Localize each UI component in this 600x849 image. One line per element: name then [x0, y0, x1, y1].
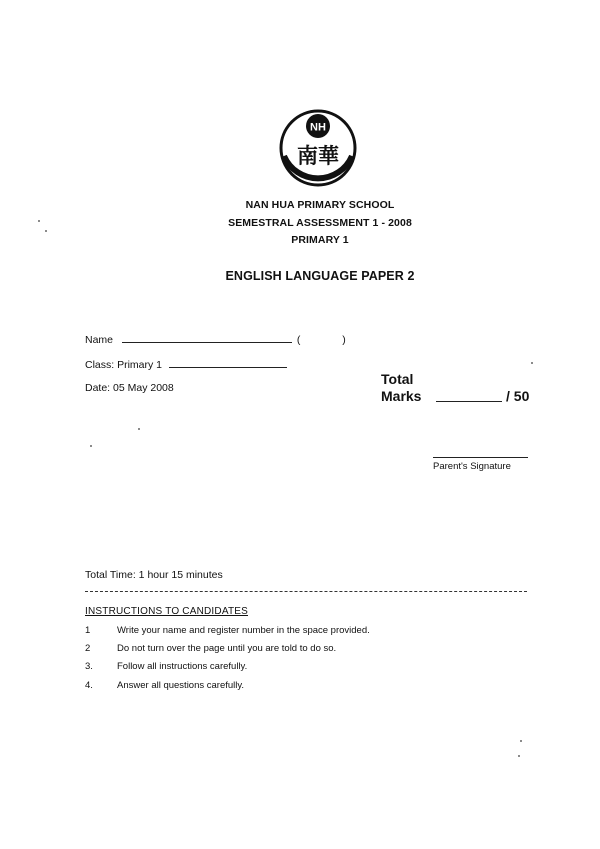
instruction-number: 3. — [85, 661, 93, 672]
register-paren-close: ) — [342, 334, 346, 346]
name-blank[interactable] — [122, 333, 292, 343]
class-field — [85, 358, 287, 371]
class-label: Class: Primary 1 — [85, 359, 163, 371]
instruction-item — [0, 680, 600, 694]
instruction-item — [0, 661, 600, 675]
assessment-title: SEMESTRAL ASSESSMENT 1 - 2008 — [228, 217, 412, 229]
logo-chinese-name: 南華 — [297, 144, 339, 168]
instruction-text: Follow all instructions carefully. — [117, 661, 248, 672]
signature-line[interactable] — [433, 457, 528, 458]
logo-initials: NH — [310, 121, 326, 134]
school-logo — [272, 108, 364, 188]
register-paren-open: ( — [296, 334, 301, 346]
scan-speck — [45, 230, 47, 232]
name-label: Name — [85, 334, 114, 346]
marks-out-of: / 50 — [506, 388, 530, 404]
instructions-heading: INSTRUCTIONS TO CANDIDATES — [85, 606, 248, 617]
scan-speck — [138, 428, 140, 430]
scan-speck — [38, 220, 40, 222]
instruction-item — [0, 643, 600, 657]
instruction-number: 1 — [85, 625, 91, 636]
instruction-item — [0, 625, 600, 639]
name-field — [85, 333, 346, 346]
scan-speck — [531, 362, 533, 364]
level-title: PRIMARY 1 — [291, 234, 349, 246]
instruction-number: 2 — [85, 643, 91, 654]
scan-speck — [518, 755, 520, 757]
class-blank[interactable] — [169, 358, 287, 368]
instruction-text: Write your name and register number in the space provided. — [117, 625, 370, 636]
instruction-text: Do not turn over the page until you are told to do so. — [117, 643, 337, 654]
school-name: NAN HUA PRIMARY SCHOOL — [245, 199, 395, 211]
section-divider — [85, 591, 527, 592]
marks-blank[interactable] — [436, 401, 502, 402]
total-time: Total Time: 1 hour 15 minutes — [85, 569, 223, 581]
signature-label: Parent's Signature — [433, 461, 511, 472]
instruction-text: Answer all questions carefully. — [117, 680, 245, 691]
date-label: Date: 05 May 2008 — [85, 382, 174, 394]
instruction-number: 4. — [85, 680, 93, 691]
total-label: Total — [381, 371, 414, 387]
marks-label: Marks — [381, 388, 422, 404]
scan-speck — [520, 740, 522, 742]
paper-title: ENGLISH LANGUAGE PAPER 2 — [225, 269, 415, 283]
scan-speck — [90, 445, 92, 447]
